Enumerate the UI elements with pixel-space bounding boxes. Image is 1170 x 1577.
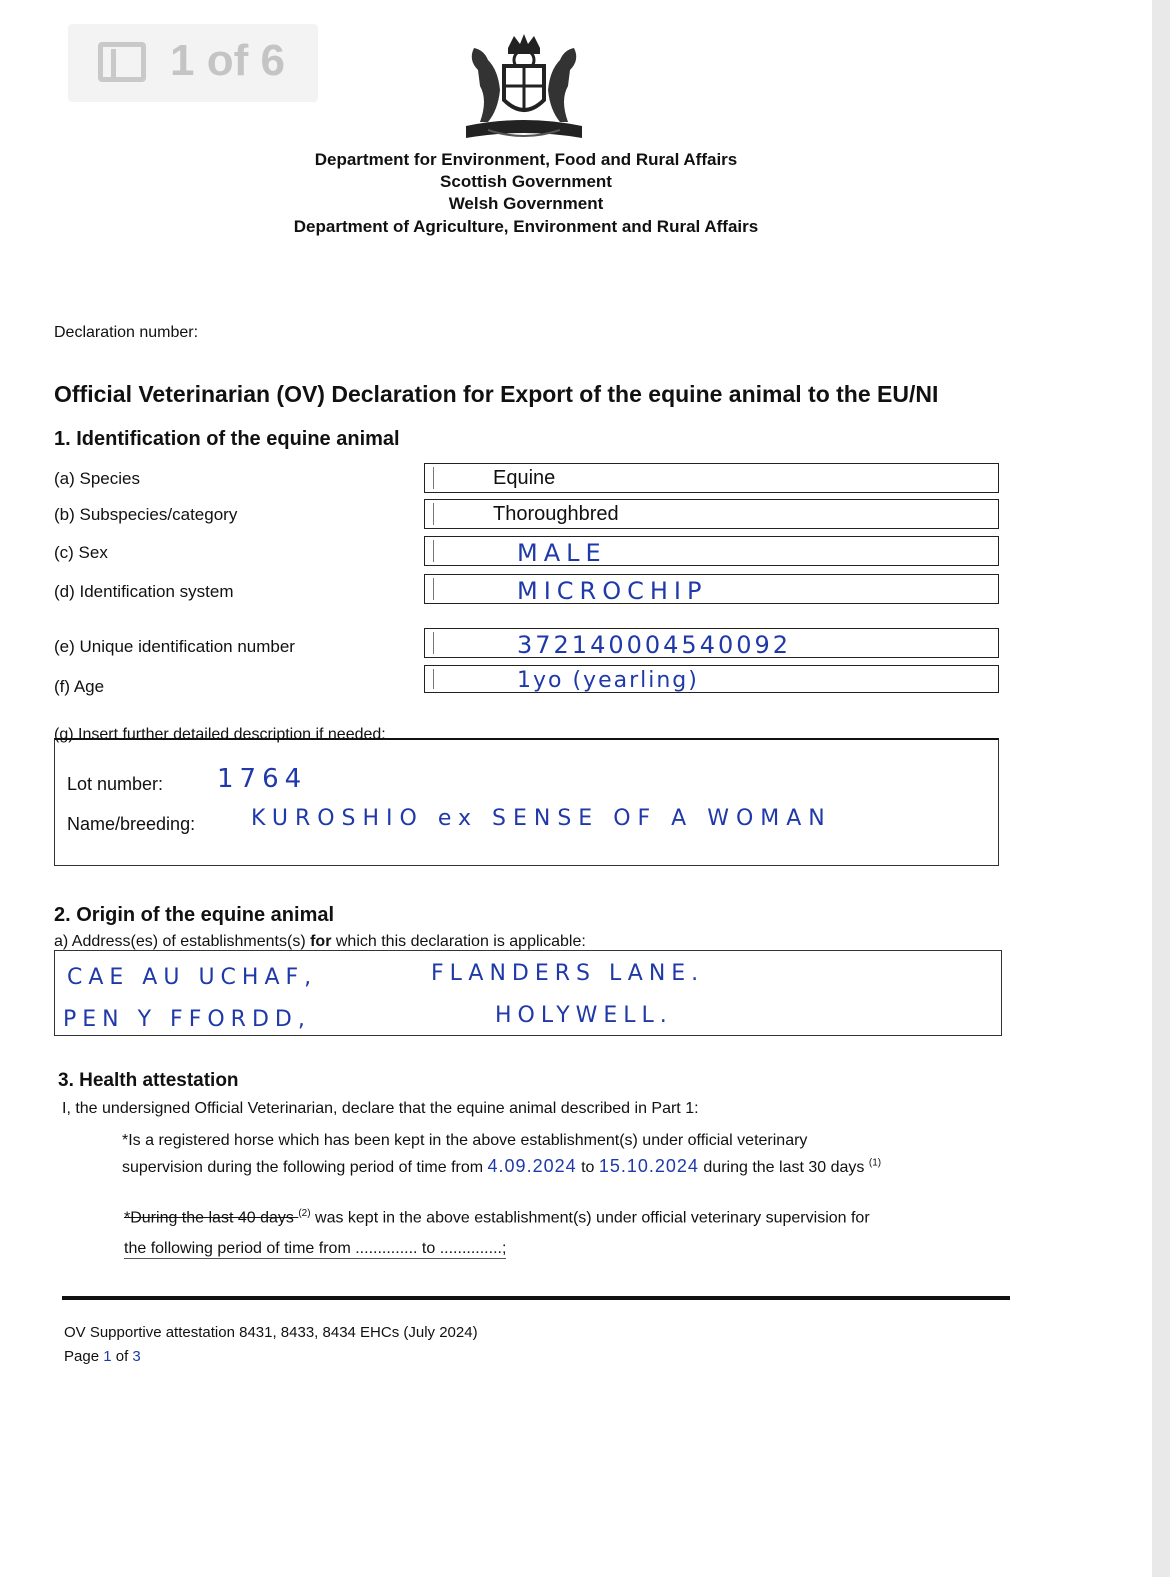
page-total: 3 <box>132 1348 141 1365</box>
unique-id-label: (e) Unique identification number <box>54 637 295 656</box>
page-indicator-text: 1 of 6 <box>170 36 285 85</box>
department-name: Department of Agriculture, Environment and Rural Affairs <box>293 217 759 236</box>
declaration-number-label: Declaration number: <box>54 324 199 341</box>
address-line2-a: PEN Y FFORDD, <box>63 1007 311 1032</box>
attestation-clause2-line1 <box>124 1208 870 1227</box>
clause1-text: during the last 30 days <box>703 1159 865 1176</box>
page-indicator[interactable] <box>68 24 318 102</box>
footnote-1: (1) <box>868 1157 882 1169</box>
sex-value: MALE <box>517 539 607 567</box>
page-edge <box>1152 0 1170 1577</box>
address-box[interactable] <box>54 950 1002 1036</box>
attestation-intro: I, the undersigned Official Veterinarian, declare that the equine animal described in Part 1: <box>62 1100 699 1117</box>
sex-field[interactable] <box>424 536 999 566</box>
address-line2-b: HOLYWELL. <box>495 1003 673 1028</box>
document-title: Official Veterinarian (OV) Declaration for Export of the equine animal to the EU/NI <box>54 381 939 407</box>
footer-reference: OV Supportive attestation 8431, 8433, 8434 EHCs (July 2024) <box>64 1324 478 1341</box>
subspecies-label: (b) Subspecies/category <box>54 505 238 524</box>
footnote-2: (2) <box>298 1208 311 1219</box>
attestation-clause1-line1: *Is a registered horse which has been kept in the above establishment(s) under official veterinary <box>122 1132 808 1149</box>
section2-heading: 2. Origin of the equine animal <box>54 904 335 926</box>
department-name: Scottish Government <box>440 172 612 191</box>
lot-number-value: 1764 <box>217 764 308 794</box>
species-field[interactable] <box>424 463 999 493</box>
clause1-to: to <box>581 1159 595 1176</box>
sex-label: (c) Sex <box>54 543 108 562</box>
clause2-text: was kept in the above establishment(s) under official veterinary supervision for <box>310 1209 870 1227</box>
clause2-to: to <box>421 1240 436 1257</box>
department-name: Department for Environment, Food and Rural Affairs <box>314 150 738 169</box>
clause2-from-blank[interactable]: .............. <box>355 1240 418 1257</box>
unique-id-field[interactable] <box>424 628 999 658</box>
subspecies-value: Thoroughbred <box>493 503 619 525</box>
id-system-field[interactable] <box>424 574 999 604</box>
footer-divider <box>62 1296 1010 1300</box>
page-thumbnail-icon[interactable] <box>98 42 146 82</box>
attestation-clause1-line2 <box>122 1156 881 1177</box>
address-label-part: a) Address(es) of establishments(s) <box>54 933 311 950</box>
lot-number-label: Lot number: <box>67 774 164 794</box>
department-name: Welsh Government <box>448 194 604 213</box>
subspecies-field[interactable] <box>424 499 999 529</box>
further-description-label: (g) Insert further detailed description if needed: <box>54 726 386 743</box>
page-word: Page <box>64 1348 100 1365</box>
id-system-value: MICROCHIP <box>517 577 708 605</box>
clause1-text: supervision during the following period of time from <box>122 1159 484 1176</box>
address-label-bold: for <box>310 933 332 950</box>
age-label: (f) Age <box>54 677 105 696</box>
age-value: 1yo (yearling) <box>517 668 699 693</box>
species-value: Equine <box>493 467 556 489</box>
address-label <box>54 933 586 951</box>
date-from-value[interactable]: 4.09.2024 <box>487 1156 577 1176</box>
section1-heading: 1. Identification of the equine animal <box>54 428 400 450</box>
of-word: of <box>115 1348 129 1365</box>
page-current: 1 <box>103 1348 112 1365</box>
date-to-value[interactable]: 15.10.2024 <box>598 1156 699 1176</box>
attestation-clause2-line2 <box>124 1240 506 1259</box>
id-system-label: (d) Identification system <box>54 582 234 601</box>
address-label-part: which this declaration is applicable: <box>331 933 586 950</box>
clause2-text: the following period of time from <box>124 1240 351 1257</box>
address-line1-b: FLANDERS LANE. <box>431 961 705 986</box>
footer-page-number <box>64 1348 141 1365</box>
species-label: (a) Species <box>54 469 140 488</box>
clause2-to-blank[interactable]: ..............; <box>439 1240 507 1257</box>
royal-coat-of-arms-icon <box>458 30 590 144</box>
age-field[interactable] <box>424 665 999 693</box>
section3-heading: 3. Health attestation <box>58 1070 239 1091</box>
name-breeding-value: KUROSHIO ex SENSE OF A WOMAN <box>251 806 832 831</box>
address-line1-a: CAE AU UCHAF, <box>67 965 318 990</box>
further-description-box[interactable] <box>54 738 999 866</box>
unique-id-value: 372140004540092 <box>517 631 792 659</box>
clause2-struck-text: *During the last 40 days <box>124 1209 299 1227</box>
name-breeding-label: Name/breeding: <box>67 814 196 834</box>
